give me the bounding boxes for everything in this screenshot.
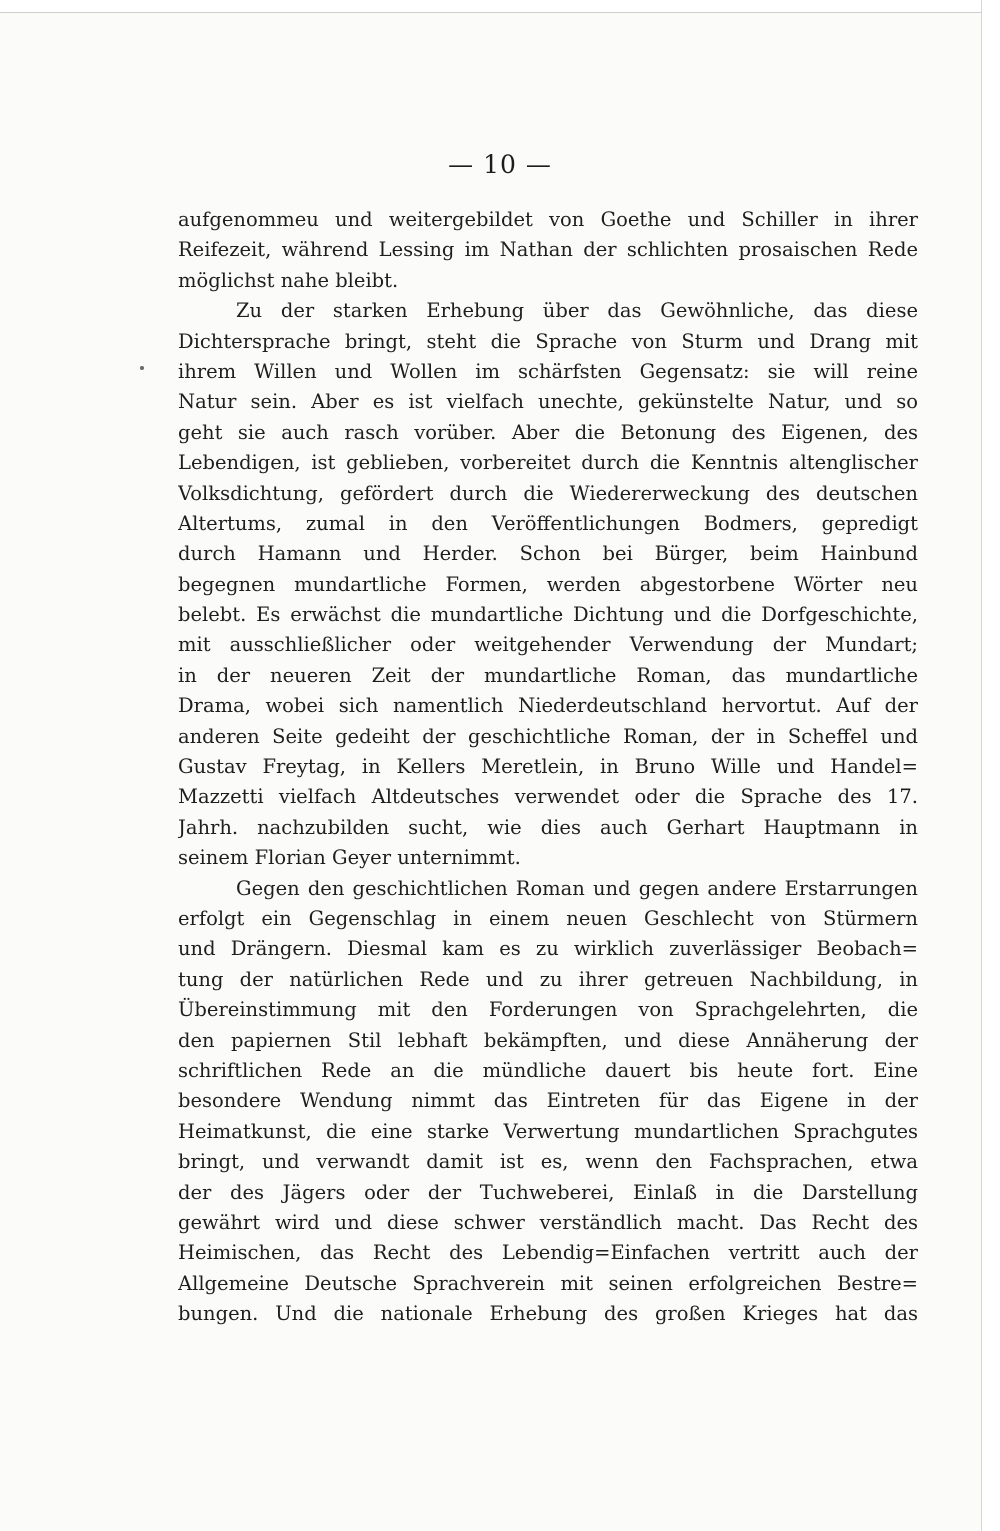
- text-line: Heimischen, das Recht des Lebendig=Einfachen vertritt auch der: [178, 1241, 918, 1265]
- text-line: Drama, wobei sich namentlich Niederdeutschland hervortut. Auf der: [178, 694, 918, 718]
- text-line: erfolgt ein Gegenschlag in einem neuen Geschlecht von Stürmern: [178, 906, 918, 930]
- text-line: Gustav Freytag, in Kellers Meretlein, in Bruno Wille und Handel=: [178, 755, 918, 779]
- text-line: seinem Florian Geyer unternimmt.: [178, 846, 521, 870]
- text-line: anderen Seite gedeiht der geschichtliche Roman, der in Scheffel und: [178, 724, 918, 748]
- text-line: schriftlichen Rede an die mündliche dauert bis heute fort. Eine: [178, 1058, 918, 1082]
- text-line: Reifezeit, während Lessing im Nathan der schlichten prosaischen Rede: [178, 238, 918, 262]
- text-line: Dichtersprache bringt, steht die Sprache von Sturm und Drang mit: [178, 329, 918, 353]
- text-line: den papiernen Stil lebhaft bekämpften, und diese Annäherung der: [178, 1028, 918, 1052]
- text-line: bringt, und verwandt damit ist es, wenn den Fachsprachen, etwa: [178, 1150, 918, 1174]
- text-line: Übereinstimmung mit den Forderungen von Sprachgelehrten, die: [178, 998, 918, 1022]
- text-line: tung der natürlichen Rede und zu ihrer getreuen Nachbildung, in: [178, 967, 918, 991]
- text-line: belebt. Es erwächst die mundartliche Dichtung und die Dorfgeschichte,: [178, 603, 918, 627]
- text-line: geht sie auch rasch vorüber. Aber die Betonung des Eigenen, des: [178, 420, 918, 444]
- body-text: [178, 205, 918, 1329]
- page-right-edge: [981, 0, 1000, 1531]
- text-line: Volksdichtung, gefördert durch die Wiedererweckung des deutschen: [178, 481, 918, 505]
- text-line: durch Hamann und Herder. Schon bei Bürger, beim Hainbund: [178, 542, 918, 566]
- text-line: Gegen den geschichtlichen Roman und gegen andere Erstarrungen: [236, 876, 918, 900]
- text-line: bungen. Und die nationale Erhebung des großen Krieges hat das: [178, 1302, 918, 1326]
- text-line: besondere Wendung nimmt das Eintreten für das Eigene in der: [178, 1089, 918, 1113]
- text-line: Mazzetti vielfach Altdeutsches verwendet oder die Sprache des 17.: [178, 785, 918, 809]
- text-line: gewährt wird und diese schwer verständlich macht. Das Recht des: [178, 1210, 918, 1234]
- text-line: Allgemeine Deutsche Sprachverein mit seinen erfolgreichen Bestre=: [178, 1271, 918, 1295]
- text-line: Heimatkunst, die eine starke Verwertung mundartlichen Sprachgutes: [178, 1119, 918, 1143]
- text-line: begegnen mundartliche Formen, werden abgestorbene Wörter neu: [178, 572, 918, 596]
- text-line: Zu der starken Erhebung über das Gewöhnliche, das diese: [236, 299, 918, 323]
- text-line: Natur sein. Aber es ist vielfach unechte, gekünstelte Natur, und so: [178, 390, 918, 414]
- text-line: Lebendigen, ist geblieben, vorbereitet durch die Kenntnis altenglischer: [178, 451, 918, 475]
- text-line: in der neueren Zeit der mundartliche Roman, das mundartliche: [178, 663, 918, 687]
- page-top-edge: [0, 0, 1000, 13]
- text-line: aufgenommeu und weitergebildet von Goethe und Schiller in ihrer: [178, 208, 918, 231]
- text-line: der des Jägers oder der Tuchweberei, Einlaß in die Darstellung: [178, 1180, 918, 1204]
- page-number: — 10 —: [448, 150, 552, 179]
- ink-speck: [140, 366, 144, 370]
- text-line: Jahrh. nachzubilden sucht, wie dies auch Gerhart Hauptmann in: [178, 815, 918, 839]
- text-line: möglichst nahe bleibt.: [178, 268, 399, 292]
- text-line: Altertums, zumal in den Veröffentlichungen Bodmers, gepredigt: [178, 511, 918, 535]
- text-line: und Drängern. Diesmal kam es zu wirklich zuverlässiger Beobach=: [178, 937, 918, 961]
- text-line: mit ausschließlicher oder weitgehender Verwendung der Mundart;: [178, 633, 918, 657]
- text-line: ihrem Willen und Wollen im schärfsten Gegensatz: sie will reine: [178, 359, 918, 383]
